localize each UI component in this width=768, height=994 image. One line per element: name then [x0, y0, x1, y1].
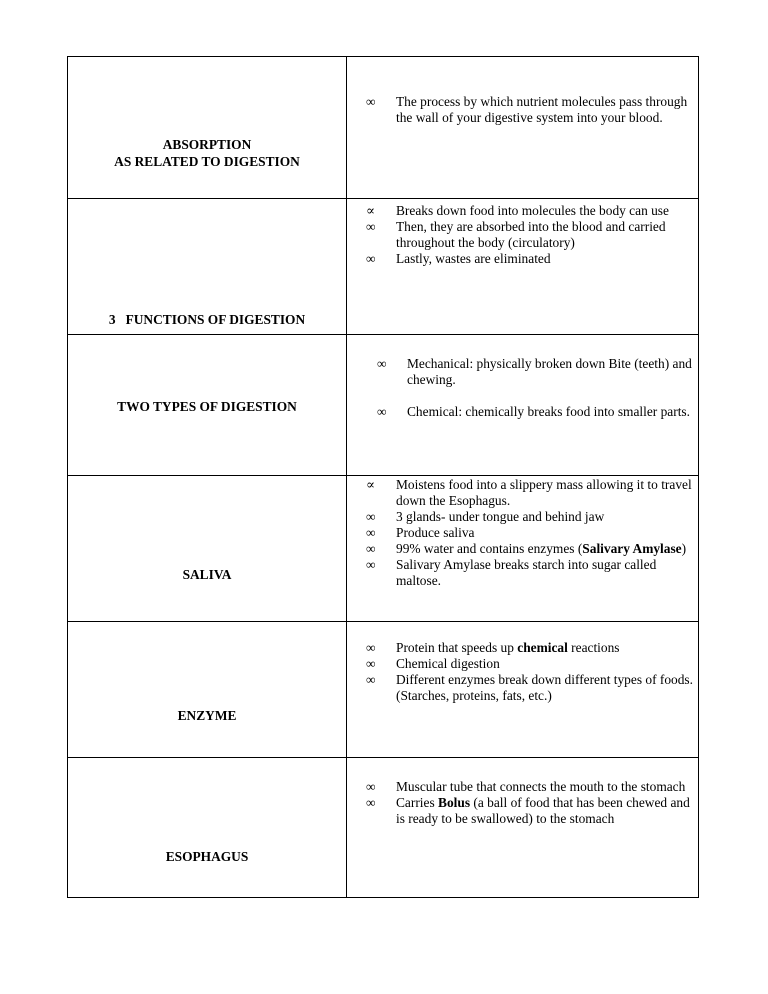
definition-list: [366, 477, 696, 589]
list-item: [366, 672, 696, 704]
list-item: [366, 219, 696, 251]
term-saliva: [68, 566, 346, 583]
bullet-symbol: ∞: [366, 509, 376, 524]
list-item: [366, 541, 696, 557]
term-two-types: [68, 398, 346, 415]
list-item: [366, 509, 696, 525]
term-line: ABSORPTION: [162, 137, 252, 152]
text-run: 99% water and contains enzymes (: [396, 541, 583, 556]
text-run: (a ball of food that has been chewed and is ready to be swallowed) to the stomach: [396, 795, 690, 826]
bullet-symbol: ∞: [366, 672, 376, 687]
list-item: [366, 779, 696, 795]
list-item: [366, 525, 696, 541]
list-item: [366, 795, 696, 827]
bullet-text: Different enzymes break down different types of foods. (Starches, proteins, fats, etc.): [396, 672, 693, 703]
term-enzyme: [68, 707, 346, 724]
bullet-text: Muscular tube that connects the mouth to the stomach: [396, 779, 686, 794]
text-run: reactions: [567, 640, 620, 655]
bullet-symbol: ∞: [377, 356, 387, 371]
bullet-symbol: ∞: [366, 795, 376, 810]
bullet-symbol: ∞: [366, 251, 376, 266]
list-item: [366, 656, 696, 672]
bold-term: Bolus: [438, 795, 471, 810]
list-item: [366, 640, 696, 656]
bullet-text: Produce saliva: [396, 525, 475, 540]
bullet-symbol: ∝: [366, 477, 376, 492]
bullet-symbol: ∞: [366, 541, 376, 556]
term-line: ENZYME: [177, 708, 237, 723]
bullet-symbol: ∞: [377, 404, 387, 419]
bullet-text: 3 glands- under tongue and behind jaw: [396, 509, 605, 524]
bullet-symbol: ∞: [366, 94, 376, 109]
term-line: 3 FUNCTIONS OF DIGESTION: [108, 312, 306, 327]
term-absorption: [68, 136, 346, 170]
bullet-symbol: ∞: [366, 640, 376, 655]
term-line: ESOPHAGUS: [165, 849, 249, 864]
bullet-text: The process by which nutrient molecules pass through the wall of your digestive system into your blood.: [396, 94, 688, 125]
bullet-symbol: ∞: [366, 525, 376, 540]
bullet-text: Breaks down food into molecules the body can use: [396, 203, 669, 218]
bullet-text: Then, they are absorbed into the blood and carried throughout the body (circulatory): [396, 219, 666, 250]
bullet-symbol: ∞: [366, 219, 376, 234]
bullet-text: Mechanical: physically broken down Bite (teeth) and chewing.: [407, 356, 692, 387]
bullet-symbol: ∞: [366, 656, 376, 671]
list-item: [377, 404, 707, 420]
bullet-text: Chemical digestion: [396, 656, 500, 671]
bullet-symbol: ∞: [366, 557, 376, 572]
list-item: [366, 203, 696, 219]
digestion-table: [67, 56, 699, 898]
bullet-text: Salivary Amylase breaks starch into sugar called maltose.: [396, 557, 657, 588]
bullet-text: Lastly, wastes are eliminated: [396, 251, 551, 266]
bullet-text: [396, 640, 620, 655]
term-line: TWO TYPES OF DIGESTION: [117, 399, 297, 414]
list-item: [366, 477, 696, 509]
list-item: [377, 356, 707, 388]
row-divider: [68, 757, 698, 758]
text-run: Protein that speeds up: [396, 640, 518, 655]
text-run: Carries: [396, 795, 439, 810]
text-run: ): [681, 541, 687, 556]
bold-term: chemical: [517, 640, 568, 655]
bullet-text: [396, 541, 686, 556]
bullet-symbol: ∝: [366, 203, 376, 218]
list-item: [366, 557, 696, 589]
term-esophagus: [68, 848, 346, 865]
definition-list: [366, 94, 696, 126]
bullet-text: [396, 795, 690, 826]
column-divider: [346, 57, 347, 897]
list-item: [366, 251, 696, 267]
row-divider: [68, 621, 698, 622]
list-item: [366, 94, 696, 126]
definition-list: [377, 356, 707, 420]
bullet-text: Moistens food into a slippery mass allowing it to travel down the Esophagus.: [396, 477, 692, 508]
row-divider: [68, 198, 698, 199]
bullet-text: Chemical: chemically breaks food into smaller parts.: [407, 404, 690, 419]
term-functions: [68, 277, 346, 362]
term-line: SALIVA: [182, 567, 232, 582]
term-line: AS RELATED TO DIGESTION: [114, 154, 300, 169]
row-divider: [68, 475, 698, 476]
definition-list: [366, 640, 696, 704]
bold-term: Salivary Amylase: [582, 541, 682, 556]
definition-list: [366, 203, 696, 267]
bullet-symbol: ∞: [366, 779, 376, 794]
definition-list: [366, 779, 696, 827]
